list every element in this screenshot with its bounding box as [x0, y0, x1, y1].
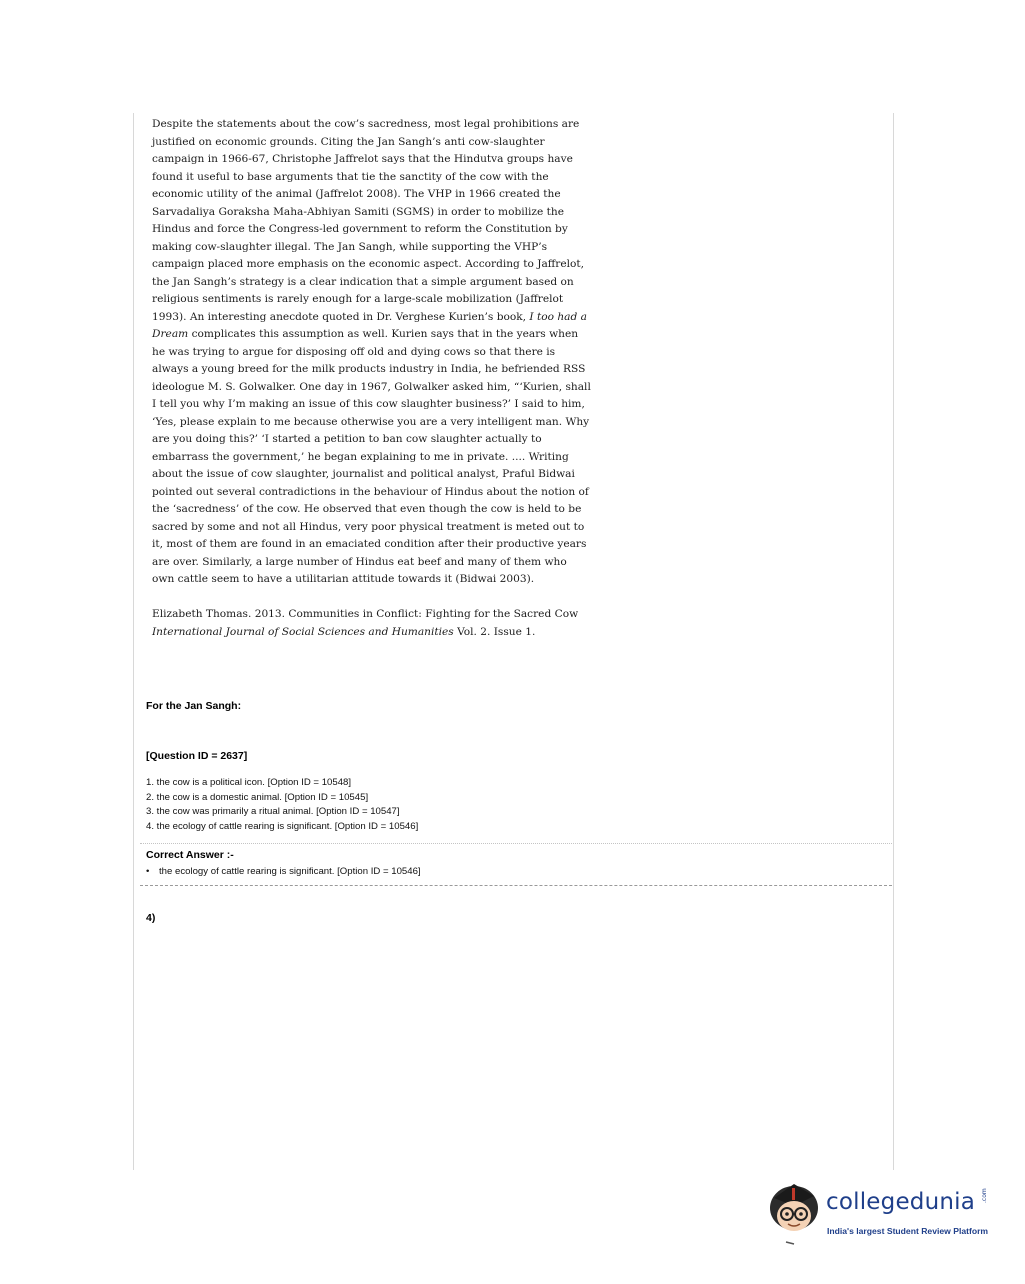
option-item: 1. the cow is a political icon. [Option ID = 10548]: [146, 777, 352, 788]
brand-tagline: India's largest Student Review Platform: [827, 1226, 989, 1236]
passage-line: campaign placed more emphasis on the economic aspect. According to Jaffrelot,: [152, 258, 585, 270]
passage-line: found it useful to base arguments that tie the sanctity of the cow with the: [152, 170, 549, 183]
passage-line: it, most of them are found in an emaciated condition after their productive years: [152, 538, 587, 550]
option-item: 3. the cow was primarily a ritual animal. [Option ID = 10547]: [146, 806, 400, 818]
passage-line: embarrass the government,’ he began explaining to me in private. .... Writing: [152, 450, 569, 463]
bullet: •: [146, 866, 150, 877]
passage-line: always a young breed for the milk products industry in India, he befriended RSS: [152, 363, 586, 375]
passage-line: ‘Yes, please explain to me because otherwise you are a very intelligent man. Why: [152, 415, 590, 428]
options-list: [146, 776, 418, 834]
brand-name: collegedunia: [826, 1189, 976, 1215]
brand-suffix: .com: [981, 1188, 988, 1203]
passage-line: sacred by some and not all Hindus, very poor physical treatment is meted out to: [152, 520, 585, 533]
passage-line-with-book: [152, 309, 606, 327]
book-title: Dream: [152, 328, 189, 340]
passage-line: economic utility of the animal (Jaffrelot 2008). The VHP in 1966 created the: [152, 188, 561, 200]
passage-line: pointed out several contradictions in the behaviour of Hindus about the notion of: [152, 485, 589, 498]
passage-line-with-book: [152, 326, 606, 344]
passage-line: are you doing this?’ ‘I started a petition to ban cow slaughter actually to: [152, 433, 542, 445]
passage-line: I tell you why I’m making an issue of this cow slaughter business?’ I said to him,: [152, 398, 585, 410]
passage-line-rest: complicates this assumption as well. Kurien says that in the years when: [188, 328, 579, 340]
passage-line: he was trying to argue for disposing off old and dying cows so that there is: [152, 345, 556, 358]
question-id: [Question ID = 2637]: [146, 750, 248, 762]
passage-line: the Jan Sangh’s strategy is a clear indication that a simple argument based on: [152, 275, 574, 288]
passage-line: making cow-slaughter illegal. The Jan Sangh, while supporting the VHP’s: [152, 240, 548, 253]
passage: [152, 116, 606, 589]
question-stem: For the Jan Sangh:: [146, 700, 242, 712]
divider: [140, 843, 892, 844]
passage-line: ideologue M. S. Golwalker. One day in 1967, Golwalker asked him, “‘Kurien, shall: [152, 380, 591, 393]
passage-line: the ‘sacredness’ of the cow. He observed that even though the cow is held to be: [152, 503, 582, 515]
passage-line: campaign in 1966-67, Christophe Jaffrelot says that the Hindutva groups have: [152, 153, 573, 165]
citation-journal-line: [152, 623, 752, 641]
passage-line: are over. Similarly, a large number of Hindus eat beef and many of them who: [152, 555, 567, 568]
passage-line: about the issue of cow slaughter, journalist and political analyst, Praful Bidwai: [152, 468, 575, 480]
correct-answer-text: the ecology of cattle rearing is significant. [Option ID = 10546]: [159, 866, 421, 877]
correct-answer: [146, 866, 421, 877]
passage-line: 1993). An interesting anecdote quoted in Dr. Verghese Kurien’s book,: [152, 310, 530, 323]
divider: [140, 885, 892, 886]
next-question-number: 4): [146, 912, 156, 924]
book-title: I too had a: [529, 310, 587, 323]
passage-line: Sarvadaliya Goraksha Maha-Abhiyan Samiti (SGMS) in order to mobilize the: [152, 205, 564, 218]
passage-line: justified on economic grounds. Citing the Jan Sangh’s anti cow-slaughter: [152, 135, 545, 148]
citation: [152, 605, 752, 641]
citation-line: Elizabeth Thomas. 2013. Communities in Conflict: Fighting for the Sacred Cow: [152, 608, 579, 620]
passage-line: Despite the statements about the cow’s sacredness, most legal prohibitions are: [152, 118, 580, 130]
correct-answer-label: Correct Answer :-: [146, 849, 234, 861]
option-item: 2. the cow is a domestic animal. [Option ID = 10545]: [146, 791, 369, 803]
journal-title: International Journal of Social Sciences and Humanities: [152, 626, 454, 638]
option-item: 4. the ecology of cattle rearing is significant. [Option ID = 10546]: [146, 820, 419, 832]
passage-line: own cattle seem to have a utilitarian attitude towards it (Bidwai 2003).: [152, 573, 535, 585]
passage-line: Hindus and force the Congress-led government to reform the Constitution by: [152, 223, 568, 235]
passage-line: religious sentiments is rarely enough for a large-scale mobilization (Jaffrelot: [152, 293, 564, 305]
journal-volume: Vol. 2. Issue 1.: [453, 626, 536, 638]
